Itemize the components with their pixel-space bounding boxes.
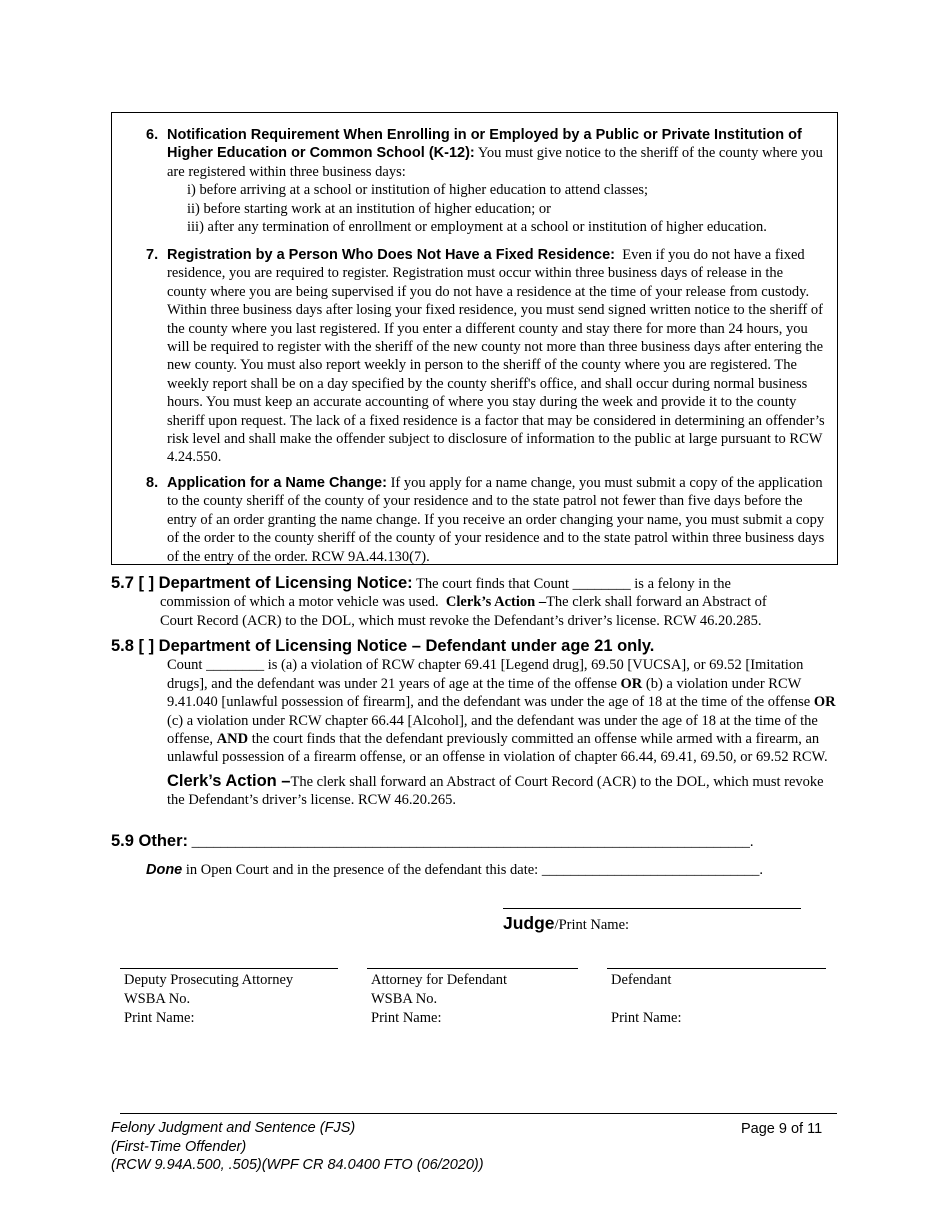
item-heading: Notification Requirement When Enrolling in or Employed by a Public or Private Institution of Higher Education or Common School (K-12): [167,127,802,162]
signature-spacer [611,990,681,1009]
and-connector: AND [216,731,249,748]
judge-print-name: /Print Name: [554,917,630,933]
signature-block-prosecutor [124,971,293,1028]
subitem: ii) before starting work at an institution of higher education; or [187,200,552,217]
or-connector: OR [620,675,643,692]
item-text: If you apply for a name change, you must submit a copy of the application to the county sheriff of the county of your residence and to the state patrol not fewer than five days before the entry of an order granting the name change. If you receive an order changing your name, you must submit a copy of the order to the county sheriff of the county of your residence and to the state patrol within three business days of the entry of the order. RCW 9A.44.130(7). [167,475,825,565]
section-text: Court Record (ACR) to the DOL, which must revoke the Defendant’s driver’s license. RCW 46.20.285. [160,612,762,629]
item-8 [146,474,826,566]
section-text: (b) a violation under RCW 9.41.040 [unlawful possession of firearm], and the defendant was under the age of 18 at the time of the offense [167,675,811,711]
item-number: 6. [146,127,159,143]
section-5-8 [111,637,841,810]
item-heading: Registration by a Person Who Does Not Have a Fixed Residence: [167,247,615,263]
section-text: Count ________ is (a) a violation of RCW chapter 69.41 [Legend drug], 69.50 [VUCSA], or 69.52 [Imitation drugs], and the defendant was under 21 years of age at the time of the offense [167,657,804,692]
section-5-9 [111,832,841,851]
item-7 [146,246,826,467]
item-number: 7. [146,247,159,263]
section-label: 5.8 [ ] Department of Licensing Notice – Defendant under age 21 only. [111,637,655,655]
footer-line: Felony Judgment and Sentence (FJS) [111,1120,356,1136]
item-text: You must give notice to the sheriff of the county where you are registered within three business days: [167,145,823,180]
done-label: Done [146,862,183,878]
signature-print-name: Print Name: [611,1010,682,1026]
footer-line: (RCW 9.94A.500, .505)(WPF CR 84.0400 FTO (06/2020)) [111,1157,484,1173]
item-6 [146,126,826,236]
section-label: 5.7 [ ] Department of Licensing Notice: [111,574,413,592]
section-text: The court finds that Count ________ is a felony in the [416,576,731,592]
item-number: 8. [146,475,159,491]
signature-block-defendant [611,971,681,1028]
other-blank: _____________________________________________________________________________. [191,834,754,850]
page-number: Page 9 of 11 [741,1121,823,1137]
section-label: 5.9 Other: [111,832,189,850]
subitem: i) before arriving at a school or institution of higher education to attend classes; [187,182,649,199]
section-text: The clerk shall forward an Abstract of [546,594,767,611]
clerks-action-label: Clerk’s Action – [445,594,547,611]
signature-title: Attorney for Defendant [371,972,508,988]
footer-rule [120,1113,837,1114]
done-text: in Open Court and in the presence of the defendant this date: ______________________________. [185,862,763,878]
judge-title: Judge [503,913,555,933]
signature-block-defense-attorney [371,971,507,1028]
item-text: Even if you do not have a fixed residence, you are required to register. Registration must occur within three business days of release in the county where you are being supervised if you do not have a residence at the time of your release from custody. Within three business days after losing your fixed residence, you must send signed written notice to the sheriff of the county where you last registered. If you enter a different county and stay there for more than 24 hours, you will be required to register with the sheriff of the new county not more than three business days after entering the new county. You must also report weekly in person to the sheriff of the county where you are registered. The weekly report shall be on a day specified by the county sheriff's office, and shall occur during normal business hours. You must keep an accurate accounting of where you stay during the week and provide it to the county sheriff upon request. The lack of a fixed residence is a factor that may be considered in determining an offender’s risk level and shall make the offender subject to disclosure of information to the public at large pursuant to RCW 4.24.550. [167,247,825,466]
section-5-8-body [167,656,837,766]
subitem: iii) after any termination of enrollment or employment at a school or institution of higher education. [187,219,767,236]
section-5-8-clerk [167,772,841,810]
signature-wsba: WSBA No. [371,991,438,1007]
footer-line: (First-Time Offender) [111,1138,247,1155]
section-5-7 [111,574,841,630]
or-connector: OR [813,694,836,711]
section-text: The clerk shall forward an Abstract of Court Record (ACR) to the DOL, which must revoke the Defendant’s driver’s license. RCW 46.20.265. [167,773,824,809]
footer-form-title [111,1119,484,1175]
item-heading: Application for a Name Change: [167,475,387,491]
signature-print-name: Print Name: [371,1010,442,1026]
section-text: the court finds that the defendant previously committed an offense while armed with a firearm, an unlawful possession of a firearm offense, or an offense in violation of chapter 66.44, 69.41, 69.50, or 69.52 RCW. [167,731,828,766]
signature-line [120,968,338,969]
judge-label [503,913,629,934]
judge-signature-line [503,908,801,909]
section-text: (c) a violation under RCW chapter 66.44 [Alcohol], and the defendant was under the age of 18 at the time of the offense, [167,712,818,748]
signature-line [367,968,578,969]
signature-title: Defendant [611,972,672,988]
section-text: commission of which a motor vehicle was used. [160,594,439,611]
done-statement [146,861,763,879]
signature-print-name: Print Name: [124,1010,195,1026]
signature-line [607,968,826,969]
signature-wsba: WSBA No. [124,991,191,1007]
signature-title: Deputy Prosecuting Attorney [124,972,294,988]
clerks-action-label: Clerk’s Action – [167,771,291,790]
